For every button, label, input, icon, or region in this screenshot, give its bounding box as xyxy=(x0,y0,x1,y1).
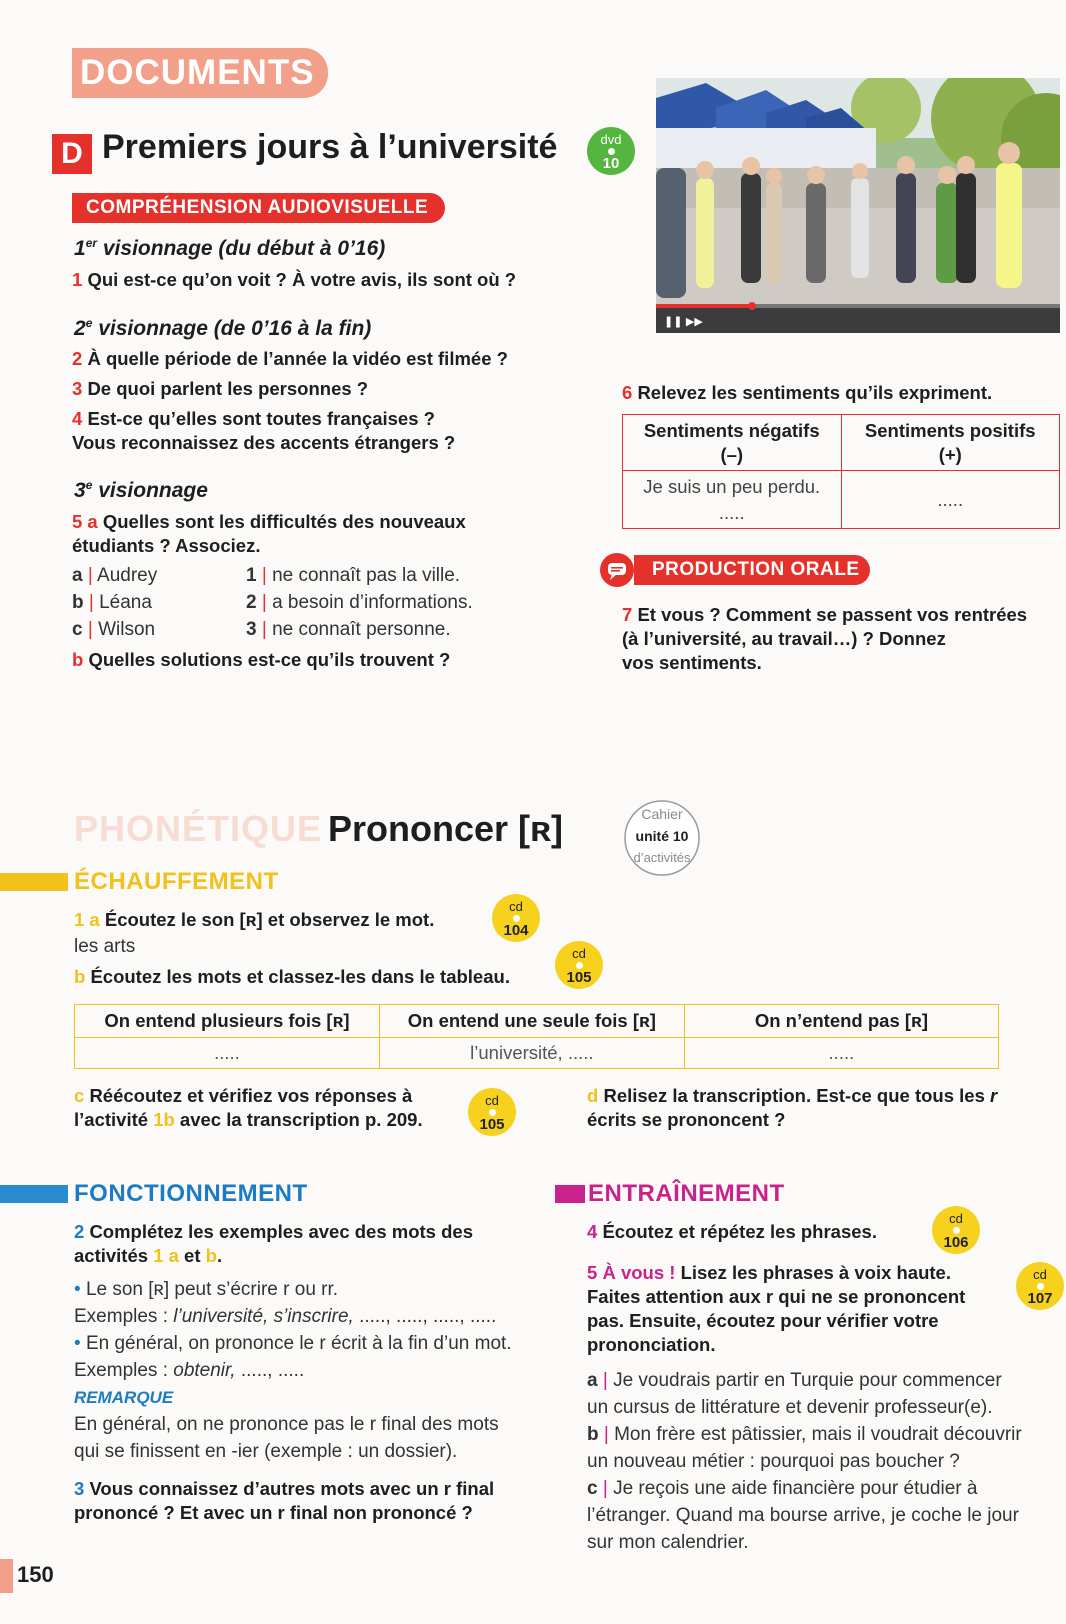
phon-col-header: On entend plusieurs fois [ʀ] xyxy=(75,1005,380,1038)
question-4: 4 Est-ce qu’elles sont toutes françaises ? Vous reconnaissez des accents étrangers ? xyxy=(72,408,456,453)
echauffement-bar xyxy=(0,873,68,891)
phon-question-1c: c Réécoutez et vérifiez vos réponses à l’activité 1b avec la transcription p. 209. xyxy=(74,1085,423,1130)
sentence-c: c | Je reçois une aide financière pour étudier à xyxy=(587,1478,978,1499)
dvd-label: dvd xyxy=(600,132,622,147)
fonct-rules xyxy=(74,1276,512,1465)
fonctionnement-bar xyxy=(0,1185,68,1203)
cahier-bottom-label: d’activités xyxy=(633,850,691,865)
rule-1: • Le son [ʀ] peut s’écrire r ou rr. xyxy=(74,1279,339,1300)
entrainement-heading: ENTRAÎNEMENT xyxy=(588,1180,785,1207)
sentence-a-cont: un cursus de littérature et devenir professeur(e). xyxy=(587,1397,993,1418)
remarque-label: REMARQUE xyxy=(74,1388,174,1407)
phonetics-table xyxy=(74,1004,999,1069)
match-right-list xyxy=(246,562,473,643)
cd-badge-105[interactable]: cd 105 xyxy=(555,941,603,989)
feelings-positive-cell[interactable]: ..... xyxy=(841,471,1060,529)
cd-badge-107[interactable]: cd 107 xyxy=(1016,1262,1064,1310)
cahier-unit-label: unité 10 xyxy=(635,828,689,844)
cd-badge-106[interactable]: cd 106 xyxy=(932,1206,980,1254)
phonetique-title: Prononcer [ʀ] xyxy=(328,808,564,849)
cd-badge-105b[interactable]: cd 105 xyxy=(468,1088,516,1136)
question-6: 6 Relevez les sentiments qu’ils expriment. xyxy=(622,382,993,403)
feelings-positive-header: Sentiments positifs (+) xyxy=(841,415,1060,471)
entr-sentences xyxy=(587,1367,1022,1556)
entrainement-bar xyxy=(555,1185,585,1203)
match-left-item: b | Léana xyxy=(72,592,152,613)
page-number: 150 xyxy=(17,1562,54,1587)
match-left-item: a | Audrey xyxy=(72,565,158,586)
question-7: 7 Et vous ? Comment se passent vos rentrées (à l’université, au travail…) ? Donnez vos sentiments. xyxy=(622,604,1028,673)
documents-tab: DOCUMENTS xyxy=(72,48,328,98)
question-2: 2 À quelle période de l’année la vidéo est filmée ? xyxy=(72,348,508,369)
phon-cell[interactable]: ..... xyxy=(684,1038,998,1069)
phon-question-1b: b Écoutez les mots et classez-les dans le tableau. xyxy=(74,966,510,987)
phonetique-label: PHONÉTIQUE xyxy=(74,808,323,849)
question-5b: b Quelles solutions est-ce qu’ils trouvent ? xyxy=(72,649,451,670)
feelings-negative-cell[interactable]: Je suis un peu perdu. ..... xyxy=(623,471,842,529)
dvd-number: 10 xyxy=(602,155,620,172)
entr-question-5: 5 À vous ! Lisez les phrases à voix haute. Faites attention aux r qui ne se prononcent pas. Ensuite, écoutez pour vérifier votre prononciation. xyxy=(587,1262,966,1355)
fonct-question-3: 3 Vous connaissez d’autres mots avec un r final prononcé ? Et avec un r final non prononcé ? xyxy=(74,1478,495,1523)
example-2: Exemples : obtenir, ....., ..... xyxy=(74,1360,305,1381)
cd-badge-104[interactable]: cd 104 xyxy=(492,894,540,942)
phon-col-header: On n’entend pas [ʀ] xyxy=(684,1005,998,1038)
match-left-item: c | Wilson xyxy=(72,619,156,640)
viewing-2-heading: 2e visionnage (de 0’16 à la fin) xyxy=(74,316,372,340)
entr-question-4: 4 Écoutez et répétez les phrases. xyxy=(587,1221,877,1242)
rule-2: • En général, on prononce le r écrit à la fin d’un mot. xyxy=(74,1333,512,1354)
phon-example: les arts xyxy=(74,936,136,957)
cahier-top-label: Cahier xyxy=(641,806,683,822)
section-letter: D xyxy=(52,134,92,174)
feelings-table xyxy=(622,414,1060,529)
viewing-1-heading: 1er visionnage (du début à 0’16) xyxy=(74,236,386,260)
phon-col-header: On entend une seule fois [ʀ] xyxy=(379,1005,684,1038)
sentence-b: b | Mon frère est pâtissier, mais il voudrait découvrir xyxy=(587,1424,1022,1445)
page-number-marker xyxy=(0,1559,13,1593)
svg-text:❚❚ ▶▶: ❚❚ ▶▶ xyxy=(664,315,703,328)
match-right-item: 1 | ne connaît pas la ville. xyxy=(246,565,461,586)
sentence-c-end: sur mon calendrier. xyxy=(587,1532,749,1553)
sentence-a: a | Je voudrais partir en Turquie pour commencer xyxy=(587,1370,1002,1391)
question-3: 3 De quoi parlent les personnes ? xyxy=(72,378,369,399)
fonctionnement-heading: FONCTIONNEMENT xyxy=(74,1180,308,1207)
dvd-badge[interactable] xyxy=(587,127,635,175)
phon-cell[interactable]: l’université, ..... xyxy=(379,1038,684,1069)
question-5a: 5 a Quelles sont les difficultés des nouveaux étudiants ? Associez. xyxy=(72,511,466,556)
match-right-item: 3 | ne connaît personne. xyxy=(246,619,451,640)
viewing-3-heading: 3e visionnage xyxy=(74,478,208,502)
echauffement-heading: ÉCHAUFFEMENT xyxy=(74,868,279,895)
video-still[interactable] xyxy=(656,78,1060,333)
sentence-c-cont: l’étranger. Quand ma bourse arrive, je coche le jour xyxy=(587,1505,1019,1526)
remarque-line-2: qui se finissent en -ier (exemple : un dossier). xyxy=(74,1441,458,1462)
phon-question-1a: 1 a Écoutez le son [ʀ] et observez le mot. xyxy=(74,909,435,930)
question-1: 1 Qui est-ce qu’on voit ? À votre avis, ils sont où ? xyxy=(72,269,517,290)
example-1: Exemples : l’université, s’inscrire, ....., ....., ....., ..... xyxy=(74,1306,497,1327)
phon-question-1d: d Relisez la transcription. Est-ce que tous les r écrits se prononcent ? xyxy=(587,1085,998,1130)
cahier-badge[interactable] xyxy=(622,798,702,878)
speech-bubble-icon xyxy=(600,553,634,587)
phon-cell[interactable]: ..... xyxy=(75,1038,380,1069)
production-band: PRODUCTION ORALE xyxy=(634,555,870,585)
video-progress xyxy=(656,304,752,308)
fonct-question-2: 2 Complétez les exemples avec des mots des activités 1 a et b. xyxy=(74,1221,473,1266)
comprehension-band: COMPRÉHENSION AUDIOVISUELLE xyxy=(72,193,445,223)
match-right-item: 2 | a besoin d’informations. xyxy=(246,592,473,613)
sentence-b-cont: un nouveau métier : pourquoi pas boucher ? xyxy=(587,1451,960,1472)
feelings-negative-header: Sentiments négatifs (–) xyxy=(623,415,842,471)
match-left-list xyxy=(72,562,157,643)
remarque-line-1: En général, on ne prononce pas le r final des mots xyxy=(74,1414,499,1435)
section-title: Premiers jours à l’université xyxy=(102,128,558,166)
